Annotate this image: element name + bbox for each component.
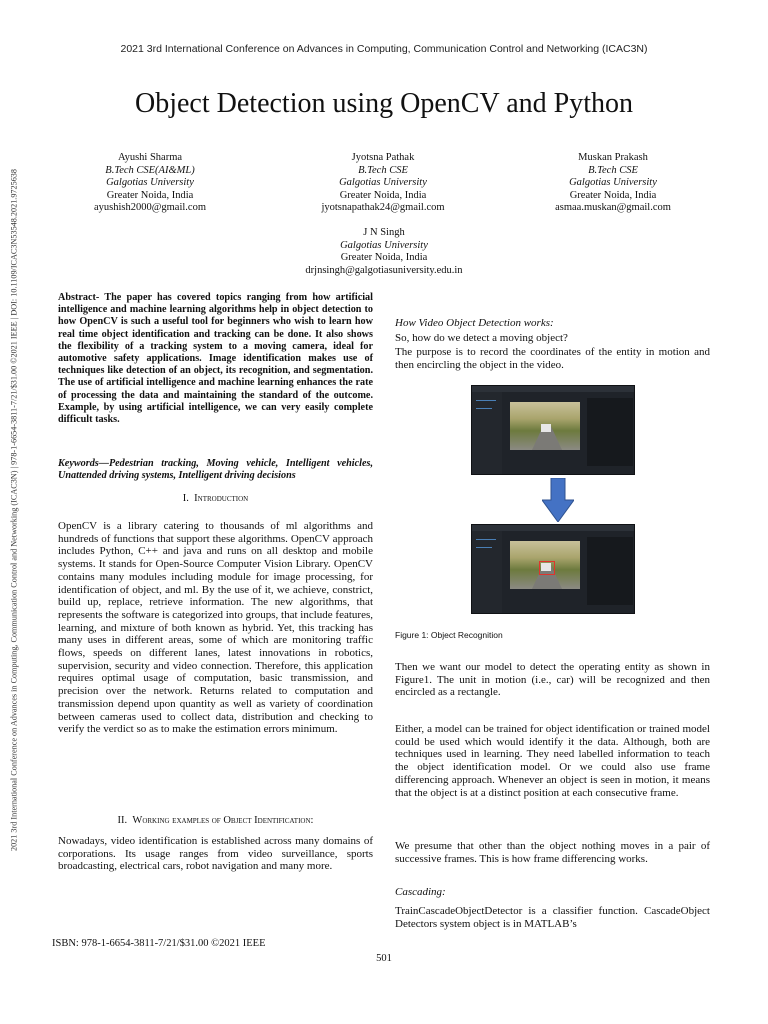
author-name: J N Singh <box>363 227 405 238</box>
paragraph-detect: Then we want our model to detect the operating entity as shown in Figure1. The unit in motion (i.e., car) will be recognized and then encircled as a rectangle. <box>395 661 710 699</box>
paragraph-training: Either, a model can be trained for object identification or trained model could be used which would identify it the data. Although, both are techniques used in learning. They need labelled information to teach the object identification model. Or we could also use frame differencing approach. Whenever an object is seen in motion, it means that the object is at a distinct position at each consecutive frame. <box>395 723 710 799</box>
section-title: Introduction <box>194 493 249 504</box>
author-dept: B.Tech CSE <box>358 164 408 176</box>
conference-header: 2021 3rd International Conference on Advances in Computing, Communication Control and Networking (ICAC3N) <box>120 43 648 55</box>
author-email[interactable]: asmaa.muskan@gmail.com <box>555 202 671 214</box>
subheading-cascading: Cascading: <box>395 886 446 898</box>
paragraph-cascade: TrainCascadeObjectDetector is a classifier function. CascadeObject Detectors system object is in MATLAB’s <box>395 905 710 930</box>
author-block-4 <box>274 227 494 277</box>
paragraph-purpose: The purpose is to record the coordinates of the entity in motion and then encircling the object in the video. <box>395 346 710 371</box>
arrow-down-icon <box>542 478 574 522</box>
author-name: Muskan Prakash <box>578 152 648 163</box>
author-block-2 <box>303 152 463 215</box>
author-location: Greater Noida, India <box>339 189 427 201</box>
author-location: Greater Noida, India <box>106 189 194 201</box>
author-block-1 <box>70 152 230 215</box>
figure-screenshot-before <box>471 385 635 475</box>
page-number: 501 <box>376 953 392 964</box>
introduction-body: OpenCV is a library catering to thousands of ml algorithms and hundreds of functions that support these algorithms. OpenCV approach includes Python, C++ and java and runs on all desktop and mobile systems. It stands for Open-Source Computer Vision Library. OpenCV contains many modules including module for image processing, for identification of object, and ml. By the use of it, we achieve, constrict, build up, replace, retrieve information. The new algorithms, that represents the software is categorized into groups, that include features, learning, and mixture of both known as hybrid. Yet, this tracking has many uses in different areas, some of which are monitoring traffic flows, speeds on different lanes, latest innovations in robotics, supervision, security and video connection. Therefore, this application requires optimal usage of computation, basic transmission, and precision over the network. Returns related to computation and transmission depend upon quantity as well as variety of coordination between cameras used to collect data, distribution and checking to verify the verdict so as to make the estimation errors minimum. <box>58 520 373 736</box>
section-heading-introduction <box>58 493 373 504</box>
author-univ: Galgotias University <box>339 177 427 189</box>
paragraph-question: So, how do we detect a moving object? <box>395 332 568 344</box>
abstract: Abstract- The paper has covered topics ranging from how artificial intelligence and machine learning algorithms help in object detection to how OpenCV is such a useful tool for beginners who wish to learn how real time object identification and tracking can be done. It also shows the flexibility of a tracking system to a moving camera, ideal for automotive safety applications. Image identification makes use of techniques like detection of an object, its recognition, and segmentation. The use of artificial intelligence and machine learning enhances the rate of processing the data and maintaining the standard of the outcome. Example, by using artificial intelligence, we can very easily complete difficult tasks. <box>58 292 373 426</box>
author-email[interactable]: drjnsingh@galgotiasuniversity.edu.in <box>305 264 463 276</box>
author-location: Greater Noida, India <box>569 189 657 201</box>
doi-sidebar-text: 2021 3rd International Conference on Advances in Computing, Communication Control and Networking (ICAC3N) | 978-1-6654-3811-7/21/$31.00 ©2021 IEEE | DOI: 10.1109/ICAC3N53548.2021.9725638 <box>9 169 19 851</box>
author-univ: Galgotias University <box>340 239 428 251</box>
author-dept: B.Tech CSE(AI&ML) <box>105 164 195 176</box>
subheading-video-detection: How Video Object Detection works: <box>395 317 554 329</box>
section-number: II. <box>117 815 128 826</box>
author-univ: Galgotias University <box>569 177 657 189</box>
author-name: Jyotsna Pathak <box>351 152 415 163</box>
keywords: Keywords—Pedestrian tracking, Moving vehicle, Intelligent vehicles, Unattended driving systems, Intelligent driving decisions <box>58 458 373 482</box>
doi-sidebar <box>8 0 20 1024</box>
author-dept: B.Tech CSE <box>588 164 638 176</box>
paper-title: Object Detection using OpenCV and Python <box>135 88 633 119</box>
detection-box <box>539 561 555 575</box>
working-examples-body: Nowadays, video identification is established across many domains of corporations. Its usage ranges from video surveillance, sports broadcasting, electrical cars, robot navigation and many more. <box>58 835 373 873</box>
author-email[interactable]: jyotsnapathak24@gmail.com <box>321 202 445 214</box>
author-block-3 <box>533 152 693 215</box>
section-heading-working-examples <box>58 815 373 826</box>
author-univ: Galgotias University <box>106 177 194 189</box>
section-title: Working examples of Object Identification: <box>132 815 314 826</box>
author-location: Greater Noida, India <box>340 252 428 264</box>
figure-screenshot-after <box>471 524 635 614</box>
author-name: Ayushi Sharma <box>117 152 183 163</box>
paragraph-frame-diff: We presume that other than the object nothing moves in a pair of successive frames. This is how frame differencing works. <box>395 840 710 865</box>
figure-caption: Figure 1: Object Recognition <box>395 630 503 640</box>
isbn-footer: ISBN: 978-1-6654-3811-7/21/$31.00 ©2021 IEEE <box>52 938 266 949</box>
author-email[interactable]: ayushish2000@gmail.com <box>93 202 207 214</box>
section-number: I. <box>182 493 189 504</box>
